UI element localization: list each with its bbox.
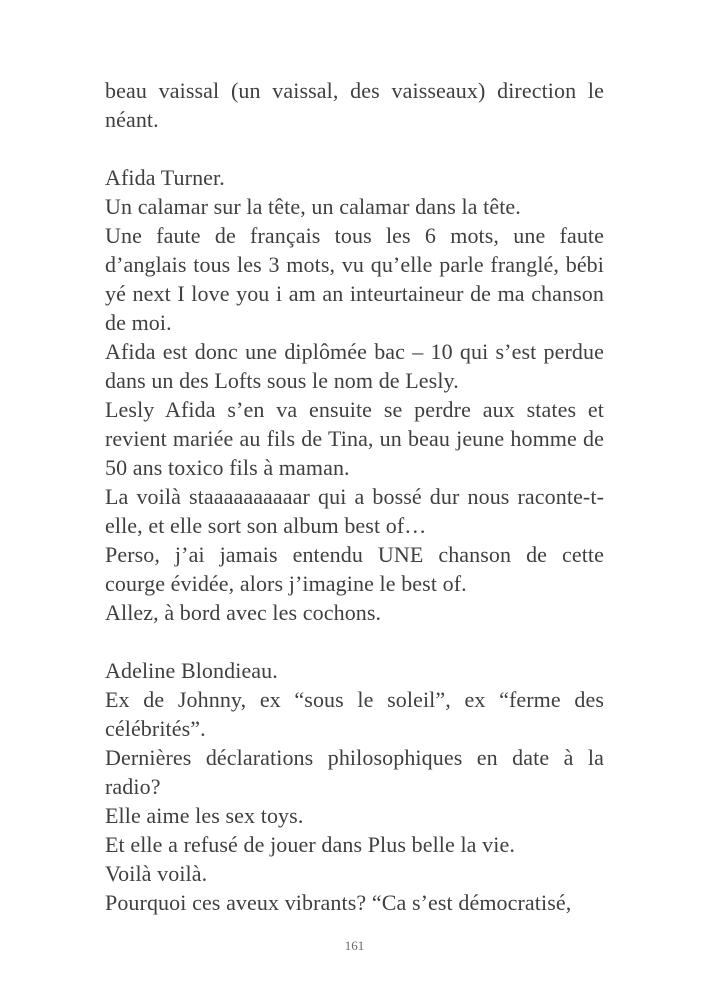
paragraph: Ex de Johnny, ex “sous le soleil”, ex “ferme des célébrités”. — [105, 687, 604, 741]
paragraph: Lesly Afida s’en va ensuite se perdre aux states et revient mariée au fils de Tina, un beau jeune homme de 50 ans toxico fils à maman. — [105, 397, 604, 480]
paragraph: beau vaissal (un vaissal, des vaisseaux) direction le néant. — [105, 78, 604, 132]
paragraph: Pourquoi ces aveux vibrants? “Ca s’est démocratisé, — [105, 890, 572, 915]
page-number: 161 — [344, 938, 365, 953]
paragraph: Afida Turner. — [105, 165, 225, 190]
body-text — [105, 76, 604, 917]
paragraph: Afida est donc une diplômée bac – 10 qui s’est perdue dans un des Lofts sous le nom de Lesly. — [105, 339, 604, 393]
paragraph: Elle aime les sex toys. — [105, 803, 304, 828]
paragraph: Et elle a refusé de jouer dans Plus belle la vie. — [105, 832, 515, 857]
paragraph: Une faute de français tous les 6 mots, une faute d’anglais tous les 3 mots, vu qu’elle parle franglé, bébi yé next I love you i am an inteurtaineur de ma chanson de moi. — [105, 223, 604, 335]
paragraph: Adeline Blondieau. — [105, 658, 278, 683]
paragraph: Dernières déclarations philosophiques en date à la radio? — [105, 745, 604, 799]
paragraph: Un calamar sur la tête, un calamar dans la tête. — [105, 194, 521, 219]
paragraph: Voilà voilà. — [105, 861, 208, 886]
paragraph: Perso, j’ai jamais entendu UNE chanson de cette courge évidée, alors j’imagine le best of. — [105, 542, 604, 596]
paragraph: La voilà staaaaaaaaaar qui a bossé dur nous raconte-t-elle, et elle sort son album best of… — [105, 484, 604, 538]
paragraph: Allez, à bord avec les cochons. — [105, 600, 382, 625]
